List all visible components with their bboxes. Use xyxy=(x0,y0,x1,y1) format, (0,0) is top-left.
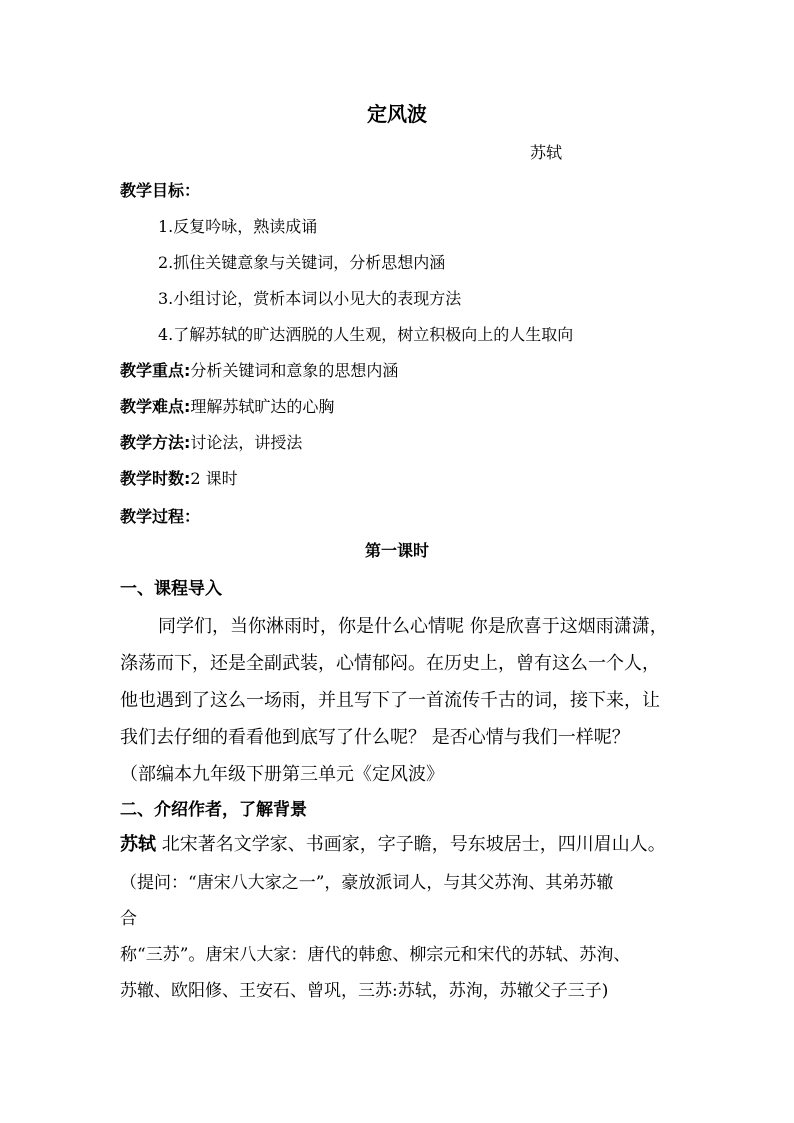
notes-line: 称“三苏”。唐宋八大家：唐代的韩愈、柳宗元和宋代的苏轼、苏洵、 xyxy=(120,945,631,965)
key-point-text: 分析关键词和意象的思想内涵 xyxy=(190,361,399,380)
objective-item: 1.反复吟咏，熟读成诵 xyxy=(158,217,318,236)
author-label: 苏轼 xyxy=(120,834,156,855)
intro-paragraph-line: 他也遇到了这么一场雨，并且写下了一首流传千古的词，接下来，让 xyxy=(120,690,660,711)
author-intro-text: 北宋著名文学家、书画家，字子瞻，号东坡居士，四川眉山人。 xyxy=(156,834,666,855)
hours-text: 2 课时 xyxy=(190,469,238,488)
author-intro-row xyxy=(120,830,666,856)
intro-paragraph-line: （部编本九年级下册第三单元《定风波》 xyxy=(120,764,444,785)
document-title: 定风波 xyxy=(367,102,427,126)
method-text: 讨论法，讲授法 xyxy=(190,433,303,452)
key-point-row xyxy=(120,358,398,381)
notes-line: （提问：“唐宋八大家之一”，豪放派词人，与其父苏洵、其弟苏辙 xyxy=(120,873,614,893)
section-1-title: 一、课程导入 xyxy=(120,579,222,599)
notes-line: 苏辙、欧阳修、王安石、曾巩，三苏:苏轼，苏洵，苏辙父子三子) xyxy=(120,981,609,1001)
section-2-title: 二、介绍作者，了解背景 xyxy=(120,800,307,820)
objectives-label: 教学目标： xyxy=(120,181,201,200)
difficulty-text: 理解苏轼旷达的心胸 xyxy=(190,397,335,416)
lesson-title: 第一课时 xyxy=(364,541,429,560)
intro-paragraph-line: 我们去仔细的看看他到底写了什么呢？ 是否心情与我们一样呢？ xyxy=(120,727,630,748)
method-row xyxy=(120,430,302,453)
objective-item: 2.抓住关键意象与关键词，分析思想内涵 xyxy=(158,253,446,272)
process-label: 教学过程： xyxy=(120,507,201,526)
objective-item: 4.了解苏轼的旷达洒脱的人生观，树立积极向上的人生取向 xyxy=(158,325,574,344)
objective-item: 3.小组讨论，赏析本词以小见大的表现方法 xyxy=(158,289,462,308)
hours-row xyxy=(120,466,238,489)
method-label: 教学方法: xyxy=(120,433,191,452)
intro-paragraph-line: 同学们，当你淋雨时，你是什么心情呢 你是欣喜于这烟雨潇潇， xyxy=(158,616,668,637)
difficulty-row xyxy=(120,394,334,417)
author-name: 苏轼 xyxy=(530,143,563,162)
difficulty-label: 教学难点: xyxy=(120,397,191,416)
intro-paragraph-line: 涤荡而下，还是全副武装，心情郁闷。在历史上，曾有这么一个人， xyxy=(120,653,660,674)
hours-label: 教学时数: xyxy=(120,469,191,488)
key-point-label: 教学重点: xyxy=(120,361,191,380)
notes-line: 合 xyxy=(120,909,137,929)
